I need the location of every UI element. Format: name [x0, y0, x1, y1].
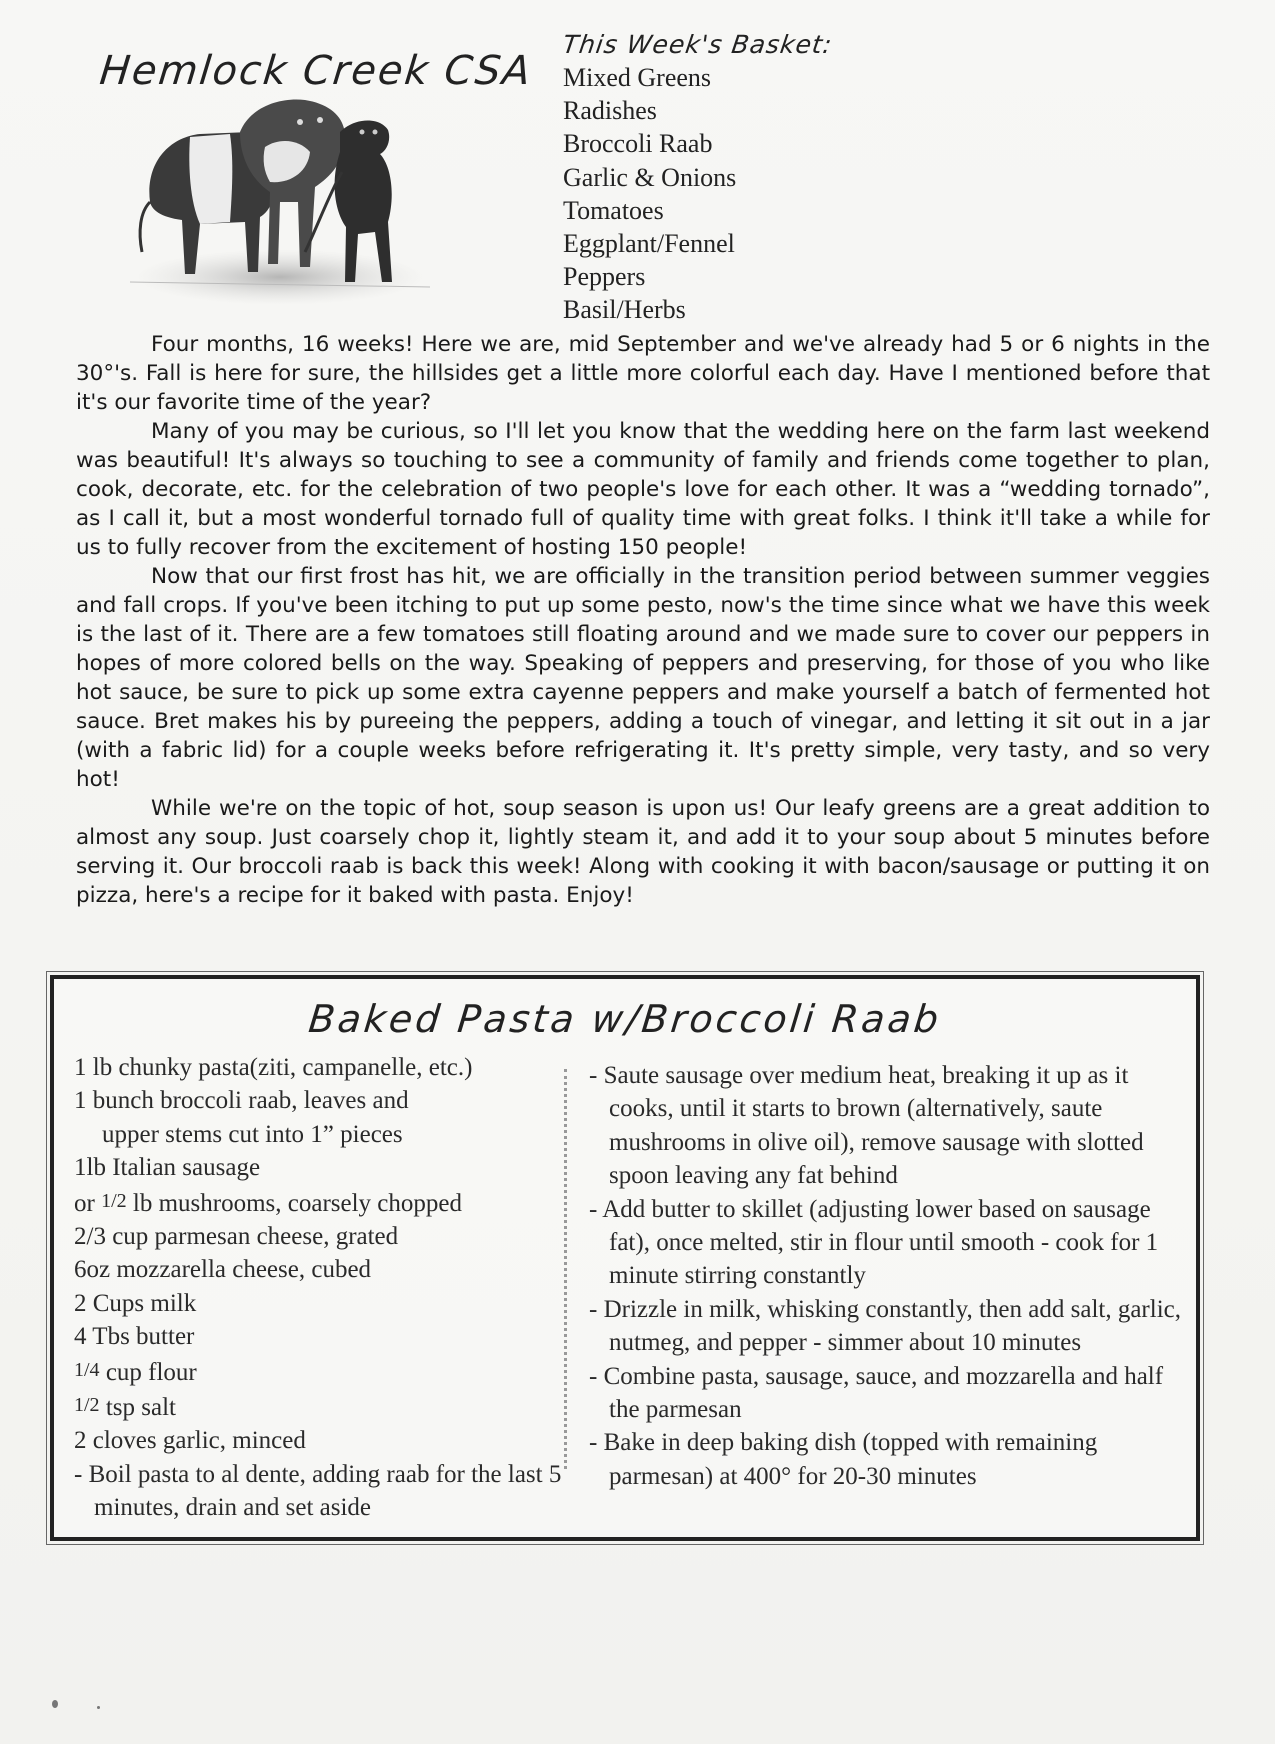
ingredient-item: 2 cloves garlic, minced	[74, 1427, 306, 1455]
recipe-step: - Add butter to skillet (adjusting lower based on sausage fat), once melted, stir in flour until smooth - cook for 1 minute stirring constantly	[589, 1195, 1159, 1290]
body-paragraph: Now that our first frost has hit, we are officially in the transition period between summer veggies and fall crops. If you've been itching to put up some pesto, now's the time since what we have this week is the last of it. There are a few tomatoes still floating around and we made sure to cover our peppers in hopes of more colored bells on the way. Speaking of peppers and preserving, for those of you who like hot sauce, be sure to pick up some extra cayenne peppers and make yourself a batch of fermented hot sauce. Bret makes his by pureeing the peppers, adding a touch of vinegar, and letting it sit out in a jar (with a fabric lid) for a couple weeks before refrigerating it. It's pretty simple, very tasty, and so very hot!	[76, 564, 1210, 792]
fraction: 1/2	[101, 1189, 127, 1212]
basket-item: Mixed Greens	[563, 63, 712, 92]
basket-item: Peppers	[563, 262, 646, 292]
newsletter-body	[76, 330, 1210, 910]
paper-speck	[97, 1706, 100, 1709]
ingredient-text: tsp salt	[105, 1394, 176, 1422]
ingredient-text: cup flour	[105, 1358, 197, 1386]
ingredient-item: 1 lb chunky pasta(ziti, campanelle, etc.)	[74, 1054, 473, 1081]
recipe-step: - Saute sausage over medium heat, breaking it up as it cooks, until it starts to brown (alternatively, saute mushrooms in olive oil), remove sausage with slotted spoon leaving any fat behind	[589, 1062, 1144, 1190]
ingredient-item: 2 Cups milk	[74, 1289, 197, 1317]
ingredient-item: 2/3 cup parmesan cheese, grated	[74, 1223, 399, 1251]
column-divider	[564, 1069, 567, 1469]
recipe-step: - Bake in deep baking dish (topped with remaining parmesan) at 400° for 20-30 minutes	[589, 1429, 1098, 1490]
ingredient-text: lb mushrooms, coarsely chopped	[132, 1189, 462, 1217]
body-paragraph: Many of you may be curious, so I'll let you know that the wedding here on the farm last weekend was beautiful! It's always so touching to see a community of family and friends come together to plan, cook, decorate, etc. for the celebration of two people's love for each other. It was a “wedding tornado”, as I call it, but a most wonderful tornado full of quality time with great folks. I think it'll take a while for us to fully recover from the excitement of hosting 150 people!	[76, 419, 1210, 560]
cows-illustration	[130, 92, 430, 307]
ingredients-list	[74, 1051, 574, 1525]
steps-list	[589, 1059, 1189, 1493]
newsletter-title: Hemlock Creek CSA	[97, 48, 535, 94]
recipe-box	[50, 975, 1200, 1541]
ingredient-item: 1 bunch broccoli raab, leaves and	[74, 1087, 409, 1115]
recipe-step: - Drizzle in milk, whisking constantly, then add salt, garlic, nutmeg, and pepper - simmer about 10 minutes	[589, 1295, 1181, 1357]
body-paragraph: While we're on the topic of hot, soup season is upon us! Our leafy greens are a great addition to almost any soup. Just coarsely chop it, lightly steam it, and add it to your soup about 5 minutes before serving it. Our broccoli raab is back this week! Along with cooking it with bacon/sausage or putting it on pizza, here's a recipe for it baked with pasta. Enjoy!	[76, 796, 1210, 908]
ingredient-item	[74, 1389, 574, 1424]
ingredient-item: 4 Tbs butter	[74, 1323, 195, 1351]
fraction: 1/2	[74, 1394, 100, 1417]
basket-list	[563, 61, 983, 327]
ingredient-item: 1lb Italian sausage	[74, 1154, 261, 1182]
ingredient-item	[74, 1185, 574, 1220]
basket-item: Garlic & Onions	[563, 162, 737, 192]
paper-speck	[52, 1700, 58, 1708]
ingredient-item: upper stems cut into 1” pieces	[102, 1120, 403, 1148]
basket-heading: This Week's Basket:	[560, 30, 835, 59]
recipe-step: - Boil pasta to al dente, adding raab for the last 5 minutes, drain and set aside	[74, 1460, 562, 1522]
basket-item: Basil/Herbs	[563, 295, 686, 325]
basket-item: Broccoli Raab	[563, 129, 713, 159]
recipe-step: - Combine pasta, sausage, sauce, and mozzarella and half the parmesan	[589, 1362, 1164, 1424]
recipe-title: Baked Pasta w/Broccoli Raab	[306, 997, 944, 1041]
ingredient-item	[74, 1354, 574, 1389]
ingredient-item: 6oz mozzarella cheese, cubed	[74, 1256, 372, 1284]
basket-item: Radishes	[563, 96, 657, 126]
fraction: 1/4	[74, 1358, 100, 1381]
basket-item: Eggplant/Fennel	[563, 229, 735, 259]
basket-item: Tomatoes	[563, 195, 664, 225]
ingredient-text: or	[74, 1189, 95, 1217]
body-paragraph: Four months, 16 weeks! Here we are, mid September and we've already had 5 or 6 nights in the 30°'s. Fall is here for sure, the hillsides get a little more colorful each day. Have I mentioned before that it's our favorite time of the year?	[76, 332, 1210, 415]
basket-section	[560, 30, 983, 327]
